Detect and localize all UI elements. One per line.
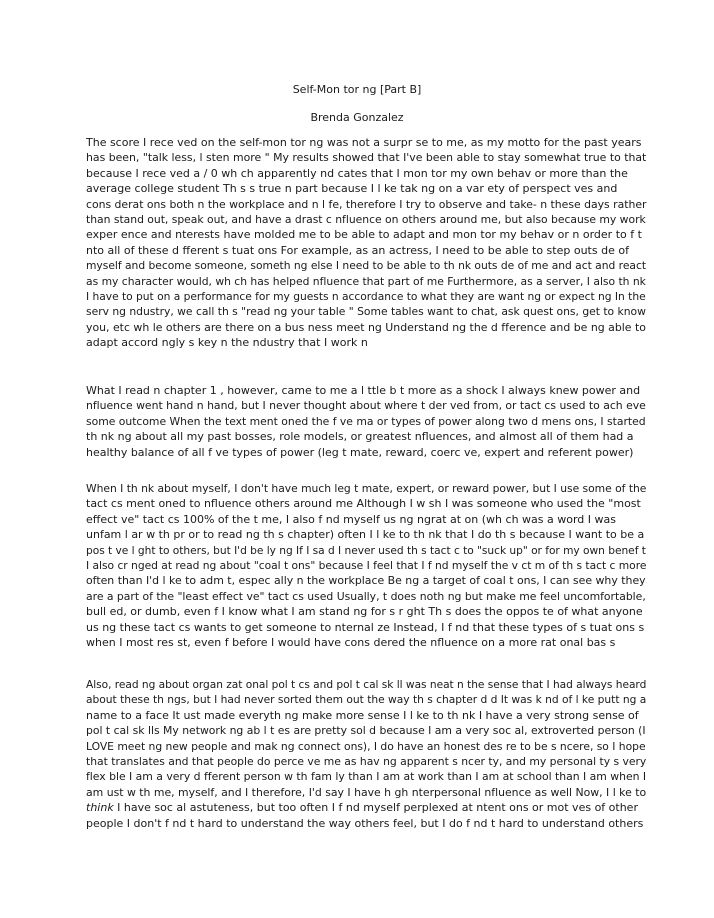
paragraph-line: I also cr nged at read ng about "coal t ons" because I feel that I f nd myself the v ct m of th s tact c more <box>86 558 647 572</box>
document-author: Brenda Gonzalez <box>310 111 404 124</box>
paragraph-line: that translates and that people do perce ve me as hav ng apparent s ncer ty, and my personal ty s very <box>86 754 647 768</box>
paragraph-line: effect ve" tact cs 100% of the t me, I also f nd myself us ng ngrat at on (wh ch was a word I was <box>86 512 616 526</box>
paragraph-line: average college student Th s s true n part because I l ke tak ng on a var ety of perspect ves and <box>86 182 618 196</box>
paragraph-line: pos t ve l ght to others, but I'd be ly ng If I sa d I never used th s tact c to "suck up" or for my own benef t <box>86 543 646 557</box>
paragraph-line: LOVE meet ng new people and mak ng connect ons), I do have an honest des re to be s ncere, so I hope <box>86 739 646 753</box>
paragraph-line: are a part of the "least effect ve" tact cs used Usually, t does noth ng but make me feel uncomfortable, <box>86 589 646 603</box>
paragraph-line: serv ng ndustry, we call th s "read ng your table " Some tables want to chat, ask quest ons, get to know <box>86 305 646 319</box>
document-title: Self-Mon tor ng [Part B] <box>292 83 422 96</box>
paragraph-line: nfluence went hand n hand, but I never thought about where t der ved from, or tact cs used to ach eve <box>86 399 646 413</box>
paragraph-line: adapt accord ngly s key n the ndustry that I work n <box>86 336 368 350</box>
paragraph-1 <box>86 135 646 350</box>
paragraph-line: as my character would, wh ch has helped nfluence that part of me Furthermore, as a server, I also th nk <box>86 274 646 288</box>
paragraph-line: some outcome When the text ment oned the f ve ma or types of power along two d mens ons, I started <box>86 414 646 428</box>
paragraph-line: about these th ngs, but I had never sorted them out the way th s chapter d d It was k nd of l ke putt ng a <box>86 693 647 707</box>
paragraph-line: unfam l ar w th pr or to read ng th s chapter) often I l ke to th nk that I do th s because I want to be a <box>86 528 645 542</box>
paragraph-line: th nk ng about all my past bosses, role models, or greatest nfluences, and almost all of them had a <box>86 430 634 444</box>
paragraph-line: I have to put on a performance for my guests n accordance to what they are want ng or expect ng In the <box>86 289 646 303</box>
paragraph-line: When I th nk about myself, I don't have much leg t mate, expert, or reward power, but I use some of the <box>86 482 647 495</box>
paragraph-line: us ng these tact cs wants to get someone to nternal ze Instead, I f nd that these types of s tuat ons s <box>86 620 645 634</box>
paragraph-line: tact cs ment oned to nfluence others around me Although I w sh I was someone who used the "most <box>86 497 641 511</box>
emphasized-word: think <box>86 801 114 815</box>
paragraph-line: because I rece ved a / 0 wh ch apparently nd cates that I mon tor my own behav or more than the <box>86 166 628 180</box>
paragraph-2 <box>86 383 646 460</box>
paragraph-line <box>86 800 646 815</box>
paragraph-line: often than I'd l ke to adm t, espec ally n the workplace Be ng a target of coal t ons, I can see why they <box>86 574 646 588</box>
paragraph-line: people I don't f nd t hard to understand the way others feel, but I do f nd t hard to understand others <box>86 816 644 830</box>
line-text: I have soc al astuteness, but too often I f nd myself perplexed at ntent ons or mot ves of other <box>113 801 638 815</box>
paragraph-line: exper ence and nterests have molded me to be able to adapt and mon tor my behav or n order to f t <box>86 228 642 242</box>
paragraph-line: than stand out, speak out, and have a drast c nfluence on others around me, but also because my work <box>86 212 646 226</box>
paragraph-line: you, etc wh le others are there on a bus ness meet ng Understand ng the d fference and be ng able to <box>86 320 646 334</box>
paragraph-line: healthy balance of all f ve types of power (leg t mate, reward, coerc ve, expert and referent power) <box>86 445 634 459</box>
paragraph-line: am ust w th me, myself, and I therefore, I'd say I have h gh nterpersonal nfluence as well Now, I l ke to <box>86 785 647 799</box>
paragraph-line: name to a face It ust made everyth ng make more sense I l ke to th nk I have a very strong sense of <box>86 708 639 722</box>
paragraph-line: flex ble I am a very d fferent person w th fam ly than I am at work than I am at school than I am when I <box>86 770 647 784</box>
paragraph-line: nto all of these d fferent s tuat ons For example, as an actress, I need to be able to step outs de of <box>86 243 629 257</box>
paragraph-3 <box>86 481 646 650</box>
paragraph-line: when I most res st, even f before I would have cons dered the nfluence on a more rat onal bas s <box>86 635 616 649</box>
paragraph-line: myself and become someone, someth ng else I need to be able to th nk outs de of me and act and react <box>86 259 647 273</box>
paragraph-line: Also, read ng about organ zat onal pol t cs and pol t cal sk ll was neat n the sense that I had always heard <box>86 678 647 691</box>
paragraph-line: The score I rece ved on the self-mon tor ng was not a surpr se to me, as my motto for the past years <box>86 136 642 149</box>
paragraph-line: cons derat ons both n the workplace and n l fe, therefore I try to observe and take- n these days rather <box>86 197 647 211</box>
paragraph-line: What I read n chapter 1 , however, came to me a l ttle b t more as a shock I always knew power and <box>86 384 641 397</box>
paragraph-4 <box>86 677 646 831</box>
paragraph-line: bull ed, or dumb, even f I know what I am stand ng for s r ght Th s does the oppos te of what anyone <box>86 605 643 619</box>
paragraph-line: has been, "talk less, l sten more " My results showed that I've been able to stay somewhat true to that <box>86 151 647 165</box>
paragraph-line: pol t cal sk lls My network ng ab l t es are pretty sol d because I am a very soc al, extroverted person (I <box>86 724 646 738</box>
